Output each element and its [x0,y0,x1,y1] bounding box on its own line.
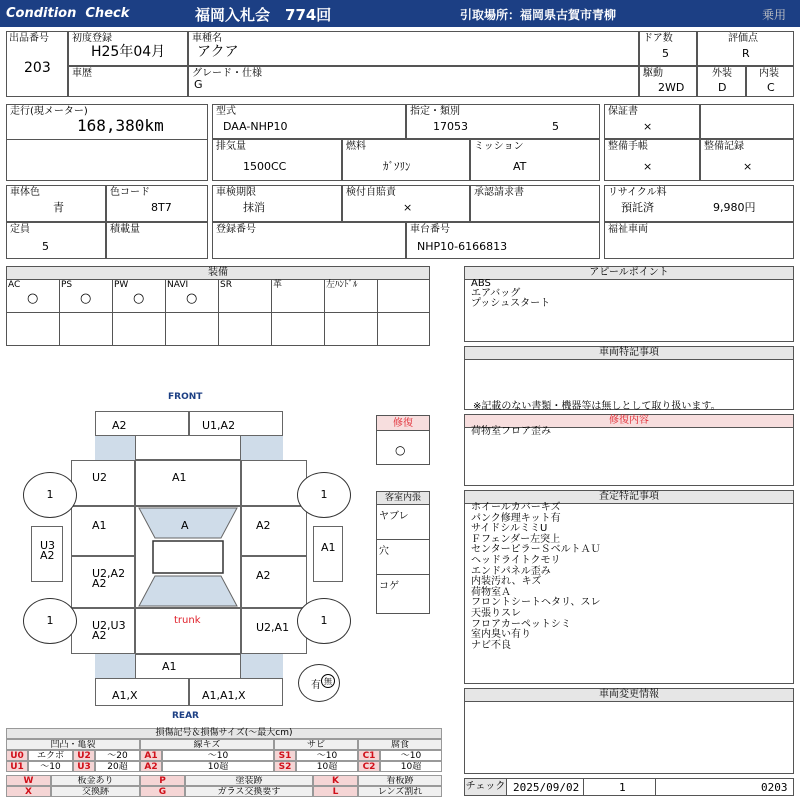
equipment-item-name: NAVI [167,280,189,290]
legend-desc: 20超 [95,761,140,772]
special-note: ※記載のない書類・機器等は無しとして取り扱います。 [473,401,721,412]
legend-desc: ～10 [28,761,73,772]
legend-code: L [313,786,358,797]
interior-score: C [767,81,775,94]
legend-desc: ～10 [162,750,274,761]
change-panel [464,688,794,774]
zone-fender-right[interactable]: A2 [241,506,307,556]
legend-desc: ～10 [380,750,442,761]
repair-content-title: 修復内容 [465,415,793,428]
legend-desc: 10超 [296,761,358,772]
first-registration: H25年04月 [91,44,166,60]
legend-code: U3 [73,761,95,772]
category-label: 乗用 [762,8,787,22]
mileage-cell: 走行(現メーター) 168,380km [6,104,208,181]
history-cell: 車歴 [68,66,188,97]
legend-desc: ～20 [95,750,140,761]
car-name-cell: 車種名 アクア [188,31,639,66]
record: × [743,160,753,173]
inspection-note-line: フロアカーペットシミ [471,618,571,630]
legend-desc: 10超 [380,761,442,772]
inspection-notes-title: 査定特記事項 [465,491,793,504]
check-label: チェック [465,779,507,795]
body-color: 青 [53,201,64,214]
manual-cell: 整備手帳 × [604,139,700,181]
door-count-cell: ドア数 5 [639,31,697,66]
legend-size-row [6,761,442,772]
inspection-notes-panel [464,490,794,684]
check-code: 0203 [761,781,788,794]
warranty: × [643,120,653,133]
zone-trunk[interactable]: trunk [135,608,241,654]
legend-desc: 10超 [162,761,274,772]
insurance-cell: 検付自賠責 × [342,185,470,222]
model-cell: 型式 DAA-NHP10 [212,104,406,139]
condition-check-title: Condition Check [6,6,130,21]
front-label: FRONT [168,392,203,402]
inspection-note-line: ナビ不良 [471,639,511,651]
legend-code: S1 [274,750,296,761]
interior-burn: コゲ [379,581,399,592]
body-color-cell: 車体色 青 [6,185,106,222]
mission: AT [513,160,527,173]
equipment-item-value: ○ [80,291,92,306]
color-code: 8T7 [151,201,172,214]
capacity: 5 [42,240,49,253]
zone-hood[interactable]: A1 [135,460,241,506]
manual: × [643,160,653,173]
inspection-note-line: 室内臭い有り [471,629,531,641]
score: R [742,47,750,60]
equipment-item-value: ○ [186,291,198,306]
legend-desc: ガラス交換要す [185,786,313,797]
smoking-indicator: 有 無 [298,664,340,702]
tire-rear-right[interactable]: 1 [297,598,351,644]
exterior-score: D [718,81,727,94]
headlight-right [241,436,283,460]
interior-title: 客室内張 [377,492,429,505]
model-code: DAA-NHP10 [223,120,288,133]
no-smoking-icon: 無 [321,674,335,688]
interior-tear: ヤブレ [379,511,409,522]
zone-hood-frame [135,436,241,460]
chassis-cell: 車台番号 NHP10-6166813 [406,222,600,259]
legend-code: A2 [140,761,162,772]
grade: G [194,78,203,91]
legend-group: 線キズ [140,739,274,750]
recycle-amount: 9,980円 [713,201,756,214]
repair-content-panel [464,414,794,486]
warranty-cell: 保証書 × [604,104,700,139]
door-count: 5 [662,47,669,60]
tire-rear-left[interactable]: 1 [23,598,77,644]
class-number: 5 [552,120,559,133]
tire-front-right[interactable]: 1 [297,472,351,518]
color-code-cell: 色コード 8T7 [106,185,208,222]
change-title: 車両変更情報 [465,689,793,702]
designation-cell: 指定・類別 17053 5 [406,104,600,139]
displacement: 1500CC [243,160,287,173]
zone-left-front-corner[interactable]: U2 [71,460,135,506]
interior-cell: 内装 C [746,66,794,97]
zone-front-bumper-left[interactable]: A2 [95,411,189,436]
zone-rear-bumper-right[interactable]: A1,A1,X [189,678,283,706]
fuel: ｶﾞｿﾘﾝ [383,160,411,173]
lot-number-cell: 出品番号 203 [6,31,68,97]
zone-rear-bumper-left[interactable]: A1,X [95,678,189,706]
welfare-cell: 福祉車両 [604,222,794,259]
appeal-panel [464,266,794,342]
legend-code: W [6,775,51,786]
inspection-note-line: 天張りスレ [471,608,521,619]
chassis-number: NHP10-6166813 [417,240,508,253]
capacity-cell: 定員 5 [6,222,106,259]
repair-label: 修復 [377,416,429,431]
grade-cell: グレード・仕様 G [188,66,639,97]
legend-code: G [140,786,185,797]
legend-code: P [140,775,185,786]
car-name: アクア [197,44,239,60]
legend-code: U1 [6,761,28,772]
equipment-item-name: PS [61,280,73,290]
legend-desc: 交換跡 [51,786,140,797]
rear-label: REAR [172,711,199,721]
zone-roof-label[interactable]: A [181,519,189,532]
legend-group: 腐食 [358,739,442,750]
appeal-line: プッシュスタート [471,298,551,309]
repair-box [376,415,430,465]
recycle-status: 預託済 [621,201,654,214]
equipment-item-value: ○ [27,291,39,306]
drive: 2WD [658,81,685,94]
taillight-left [95,654,135,678]
legend-title: 損傷記号＆損傷サイズ(～最大cm) [6,728,442,739]
zone-rear-panel[interactable]: A1 [135,654,241,678]
registration-number-cell: 登録番号 [212,222,406,259]
pickup-location: 引取場所：福岡県古賀市青柳 [460,8,617,22]
legend-group: サビ [274,739,358,750]
interior-hole: 穴 [379,546,389,557]
legend-code: K [313,775,358,786]
special-title: 車両特記事項 [465,347,793,360]
mission-cell: ミッション AT [470,139,600,181]
inspection-note-line: サイドシルミミU [471,523,548,535]
zone-right-side-mirror[interactable]: A1 [313,526,343,582]
inspection-note-line: センターピラーＳベルトＡＵ [471,544,601,556]
inspection-note-line: フロントシートヘタリ、スレ [471,597,601,609]
headlight-left [95,436,135,460]
repair-value: ○ [395,443,406,457]
drive-cell: 駆動 2WD [639,66,697,97]
zone-rear-right[interactable]: U2,A1 [241,608,307,654]
legend-mark-row [6,775,442,786]
interior-lining-box [376,491,430,614]
insurance: × [403,201,413,214]
recycle-cell: リサイクル料 預託済 9,980円 [604,185,794,222]
check-number: 1 [619,781,626,794]
legend-code: X [6,786,51,797]
inspection-note-line: 内装汚れ、キズ [471,576,542,588]
warranty-blank-cell [700,104,794,139]
equipment-title: 装備 [7,267,429,280]
inspection-note-line: ホイールカバーキズ [471,502,561,513]
auction-title: 福岡入札会 774回 [195,6,332,24]
load-cell: 積載量 [106,222,208,259]
fuel-cell: 燃料 ｶﾞｿﾘﾝ [342,139,470,181]
legend-desc: 看板跡 [358,775,442,786]
special-panel [464,346,794,410]
equipment-item-name: SR [220,280,232,290]
equipment-item-name: AC [8,280,21,290]
zone-left-side-door[interactable]: U3 A2 [31,526,63,582]
inspection-note-line: エンドパネル歪み [471,565,551,577]
legend-group-row [6,739,442,750]
legend-desc: エクボ [28,750,73,761]
lot-number: 203 [24,60,51,76]
legend-code: C2 [358,761,380,772]
appeal-title: アピールポイント [465,267,793,280]
legend-mark-row [6,786,442,797]
inspection-note-line: Ｆフェンダー左突上 [471,533,561,545]
tire-front-left[interactable]: 1 [23,472,77,518]
zone-fender-left[interactable]: A1 [71,506,135,556]
record-cell: 整備記録 × [700,139,794,181]
check-row [464,778,794,796]
equipment-item-name: PW [114,280,129,290]
legend-desc: 板金あり [51,775,140,786]
mileage: 168,380km [77,116,164,135]
exterior-cell: 外装 D [697,66,746,97]
zone-front-bumper-right[interactable]: U1,A2 [189,411,283,436]
legend-size-row [6,750,442,761]
taillight-right [241,654,283,678]
check-date: 2025/09/02 [513,781,580,794]
zone-front-door-right[interactable]: A2 [241,556,307,608]
legend-code: S2 [274,761,296,772]
legend-code: U0 [6,750,28,761]
legend-group: 凹凸・亀裂 [6,739,140,750]
score-cell: 評価点 R [697,31,794,66]
appeal-line: エアバッグ [471,288,521,299]
designation-number: 17053 [433,120,468,133]
displacement-cell: 排気量 1500CC [212,139,342,181]
legend-desc: レンズ割れ [358,786,442,797]
inspection-note-line: 荷物室Ａ [471,586,511,598]
equipment-panel [6,266,430,346]
equipment-item-value: ○ [133,291,145,306]
inspection-cell: 車検期限 抹消 [212,185,342,222]
legend-code: U2 [73,750,95,761]
header-bar [0,0,800,27]
zone-rear-left[interactable]: U2,U3 A2 [71,608,135,654]
inspection-note-line: パンク修理キット有 [471,512,561,524]
transfer-cell: 承認請求書 [470,185,600,222]
first-registration-cell: 初度登録 H25年04月 [68,31,188,66]
legend-code: C1 [358,750,380,761]
inspection-expiry: 抹消 [243,201,265,214]
equipment-item-name: 左ﾊﾝﾄﾞﾙ [326,280,358,290]
zone-front-door-left[interactable]: U2,A2 A2 [71,556,135,608]
inspection-note-line: ヘッドライトクモリ [471,555,561,566]
legend-desc: ～10 [296,750,358,761]
legend-code: A1 [140,750,162,761]
appeal-line: ABS [471,278,491,289]
repair-content-line: 荷物室フロア歪み [471,426,551,437]
equipment-item-name: 革 [273,280,283,290]
legend-desc: 塗装跡 [185,775,313,786]
